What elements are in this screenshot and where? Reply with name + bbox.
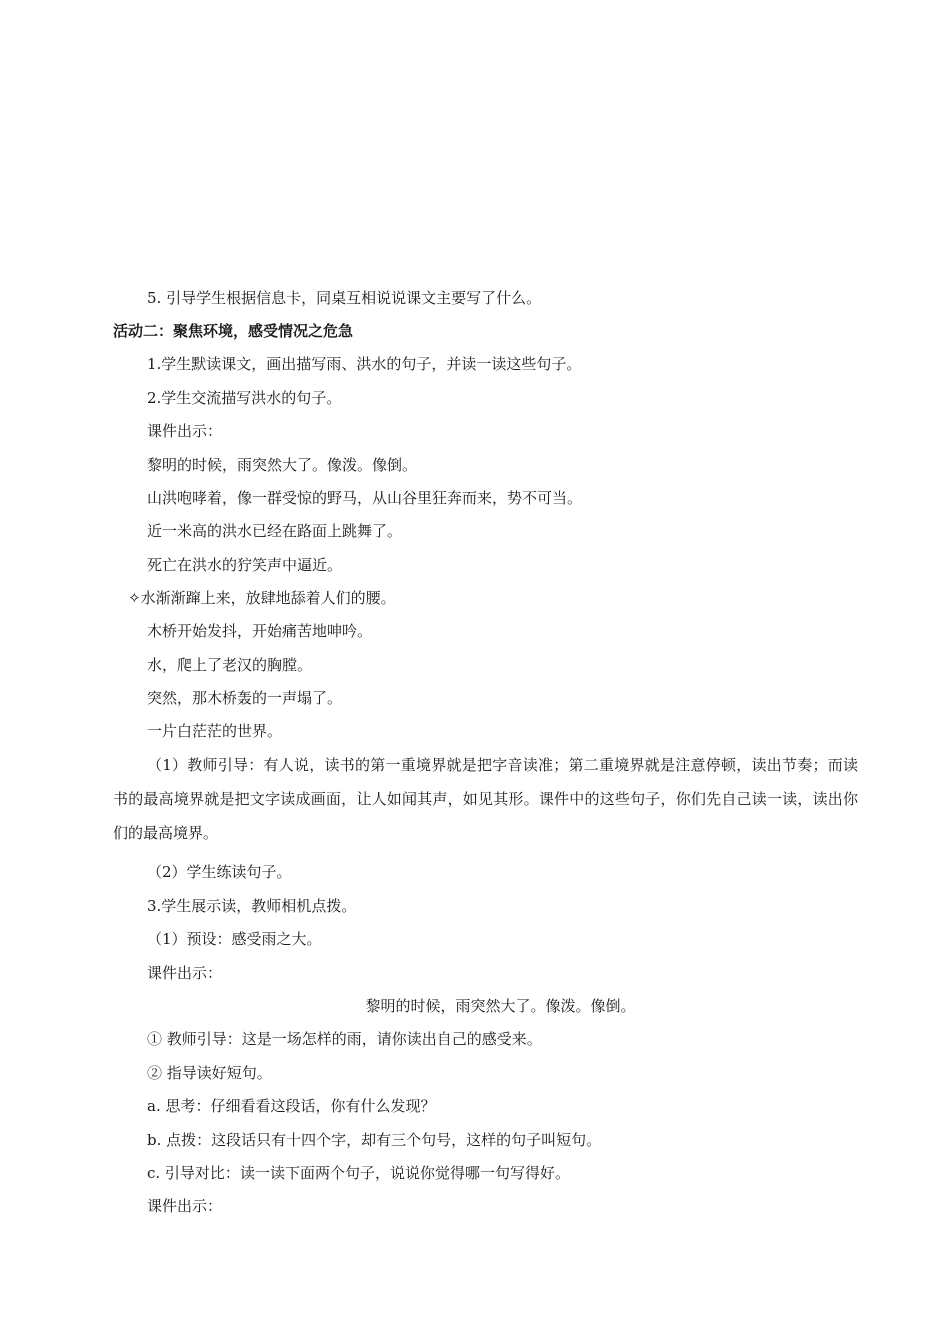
quote-line: ✧水渐渐蹿上来，放肆地舔着人们的腰。 (128, 589, 396, 607)
quote-line: 一片白茫茫的世界。 (147, 722, 283, 740)
preset-1-text: （1）预设：感受雨之大。 (147, 930, 322, 948)
step-5-text: 5. 引导学生根据信息卡，同桌互相说说课文主要写了什么。 (147, 289, 542, 307)
sub-b-text: b. 点拨：这段话只有十四个字，却有三个句号，这样的句子叫短句。 (147, 1131, 602, 1149)
circle-2-text: ② 指导读好短句。 (147, 1064, 272, 1082)
guide-2-text: （2）学生练读句子。 (147, 863, 292, 881)
quote-line: 山洪咆哮着，像一群受惊的野马，从山谷里狂奔而来，势不可当。 (147, 489, 583, 507)
centered-quote: 黎明的时候，雨突然大了。像泼。像倒。 (365, 997, 636, 1015)
quote-line: 死亡在洪水的狞笑声中逼近。 (147, 556, 343, 574)
item-2-text: 2.学生交流描写洪水的句子。 (147, 389, 342, 407)
quote-line: 水，爬上了老汉的胸膛。 (147, 656, 313, 674)
sub-c-text: c. 引导对比：读一读下面两个句子，说说你觉得哪一句写得好。 (147, 1164, 570, 1182)
sub-a-text: a. 思考：仔细看看这段话，你有什么发现？ (147, 1097, 436, 1115)
courseware-label: 课件出示： (147, 964, 223, 982)
quote-line: 突然，那木桥轰的一声塌了。 (147, 689, 343, 707)
quote-line: 木桥开始发抖，开始痛苦地呻吟。 (147, 622, 373, 640)
item-1-text: 1.学生默读课文，画出描写雨、洪水的句子，并读一读这些句子。 (147, 355, 582, 373)
item-3-text: 3.学生展示读，教师相机点拨。 (147, 897, 357, 915)
circle-1-text: ① 教师引导：这是一场怎样的雨，请你读出自己的感受来。 (147, 1030, 542, 1048)
quote-line: 近一米高的洪水已经在路面上跳舞了。 (147, 522, 403, 540)
activity-2-heading: 活动二：聚焦环境，感受情况之危急 (113, 322, 354, 340)
courseware-label: 课件出示： (147, 1197, 223, 1215)
teacher-guide-paragraph: （1）教师引导：有人说，读书的第一重境界就是把字音读准；第二重境界就是注意停顿，读出节奏；而读书的最高境界就是把文字读成画面，让人如闻其声，如见其形。课件中的这些句子，你们先自己读一读，读出你们的最高境界。 (113, 756, 858, 842)
courseware-label: 课件出示： (147, 422, 223, 440)
quote-line: 黎明的时候，雨突然大了。像泼。像倒。 (147, 456, 418, 474)
